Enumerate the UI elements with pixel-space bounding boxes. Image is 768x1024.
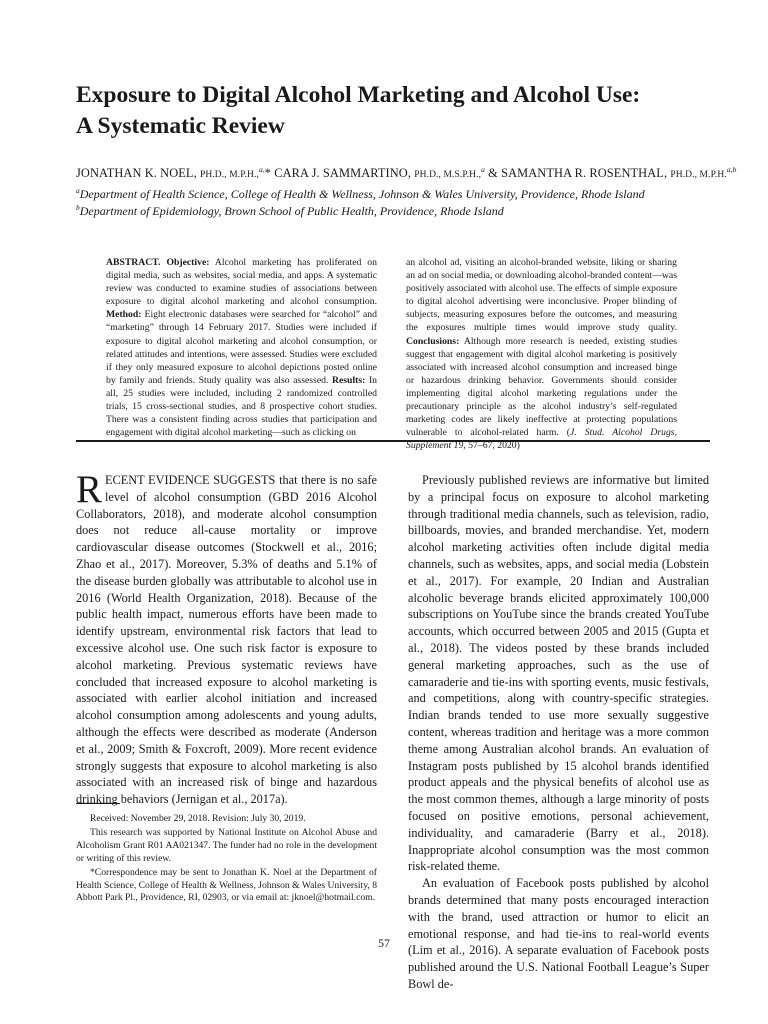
correspondence-note: *Correspondence may be sent to Jonathan K. Noel at the Department of Health Science, College of Health & Wellness, Johnson & Wales University, 8 Abbott Park Pl., Providence, RI, 02903, or via email at: jknoel@hotmail.com.	[76, 866, 377, 904]
author-name: CARA J. SAMMARTINO,	[274, 166, 412, 181]
journal-citation: J. Stud. Alcohol Drugs, Supplement 19,	[406, 427, 677, 452]
conclusions-text: Although more research is needed, existing studies suggest that engagement with digital alcohol marketing is positively associated with increased alcohol consumption and increased binge or hazardous drinking behavior. Governments should consider implementing digital alcohol marketing regulations under the precautionary principle as the alcohol industry’s self-regulated marketing codes are likely ineffective at protecting populations vulnerable to alcohol-related harm. (	[406, 335, 677, 439]
body-left-column	[76, 468, 378, 808]
author-affiliation-mark: a	[481, 165, 485, 174]
body-paragraph: Previously published reviews are informative but limited by a principal focus on exposure to alcohol marketing through traditional media channels, such as television, radio, billboards, movies, and branded merchandise. Yet, modern alcohol marketing activities often include digital media channels, such as websites, apps, and social media (Lobstein et al., 2017). For example, 20 Indian and Australian alcoholic beverage brands elicited approximately 100,000 subscriptions on YouTube since the brands created YouTube accounts, which occurred between 2005 and 2015 (Gupta et al., 2018). The videos posted by these brands included general marketing approaches, such as the use of camaraderie and tie-ins with sporting events, music festivals, and competitions, along with country-specific strategies. Indian brands tended to use more sexually suggestive content, whereas tradition and heritage was a more common theme among Australian alcohol brands. An evaluation of Instagram posts published by 15 alcohol brands identified product appeals and the physical benefits of alcohol use as the most common themes, although a large minority of posts focused on positive emotions, personal achievement, individuality, and camaraderie (Barry et al., 2018). Inappropriate alcohol consumption was the most common risk-related theme.	[408, 473, 709, 874]
abstract-label: ABSTRACT.	[106, 257, 161, 268]
body-paragraph: An evaluation of Facebook posts published by alcohol brands determined that many posts encouraged interaction with the brand, used attraction or humor to elicit an emotional response, and had tie-ins to real-world events (Lim et al., 2016). A separate evaluation of Facebook posts published around the U.S. National Football League’s Super Bowl de-	[408, 876, 709, 991]
method-text: Eight electronic databases were searched for “alcohol” and “marketing” through 14 February 2017. Studies were included if exposure to digital alcohol marketing and alcohol consumption, or related attitudes and intentions, were assessed. Studies were excluded if they only measured exposure to alcohol depictions posted online by family and friends. Study quality was also assessed.	[106, 309, 377, 386]
page-number: 57	[378, 936, 390, 950]
body-right-column	[408, 472, 709, 993]
objective-text: Alcohol marketing has proliferated on digital media, such as websites, social media, and apps. A systematic review was conducted to examine studies of associations between exposure to digital alcohol marketing and alcohol consumption.	[106, 257, 377, 308]
author-affiliation-mark: a,b	[726, 165, 737, 174]
results-text-continued: an alcohol ad, visiting an alcohol-branded website, liking or sharing an ad on social media, or downloading alcohol-branded content—was positively associated with alcohol use. The effects of simple exposure to digital alcohol advertising were inconclusive. Proper blinding of subjects, measuring exposures before the outcomes, and measuring the exposures multiple times would improve study quality.	[406, 257, 677, 334]
conclusions-label: Conclusions:	[406, 335, 460, 347]
abstract-right-column	[406, 256, 677, 452]
method-label: Method:	[106, 309, 142, 321]
section-divider	[76, 440, 710, 442]
author-affiliation-mark: a,	[258, 165, 265, 174]
author-suffix: *	[264, 166, 272, 181]
body-paragraph: that there is no safe level of alcohol consumption (GBD 2016 Alcohol Collaborators, 2018), and moderate alcohol consumption does not reduce all-cause mortality or improve cardiovascular disease outcomes (Stockwell et al., 2016; Zhao et al., 2017). Moreover, 5.3% of deaths and 5.1% of the disease burden globally was attributable to alcohol use in 2016 (World Health Organization, 2018). Because of the public health impact, numerous efforts have been made to identify upstream, environmental risk factors that lead to excessive alcohol use. One such risk factor is exposure to alcohol marketing. Previous systematic reviews have concluded that increased exposure to alcohol marketing is associated with earlier alcohol initiation and increased alcohol consumption among adolescents and young adults, although the effects were described as moderate (Anderson et al., 2009; Smith & Foxcroft, 2009). More recent evidence strongly suggests that exposure to alcohol marketing is also associated with an increased risk of binge and hazardous drinking behaviors (Jernigan et al., 2017a).	[76, 473, 378, 807]
results-text: In all, 25 studies were included, including 2 randomized controlled trials, 15 cross-sectional studies, and 8 prospective cohort studies. There was a consistent finding across studies that participation and engagement with digital alcohol marketing—such as clicking on	[106, 374, 378, 439]
results-label: Results:	[331, 374, 366, 386]
objective-label: Objective:	[166, 257, 210, 268]
lead-in-caps: ECENT EVIDENCE SUGGESTS	[105, 473, 276, 487]
author-name: SAMANTHA R. ROSENTHAL,	[501, 166, 668, 181]
received-dates: Received: November 29, 2018. Revision: July 30, 2019.	[90, 813, 306, 824]
affiliation-text: Department of Epidemiology, Brown School of Public Health, Providence, Rhode Island	[79, 204, 504, 218]
affiliation-text: Department of Health Science, College of Health & Wellness, Johnson & Wales University, Providence, Rhode Island	[79, 187, 645, 201]
affiliation-mark: b	[76, 203, 80, 212]
author-suffix: &	[488, 166, 498, 181]
author-name: JONATHAN K. NOEL,	[76, 166, 197, 181]
footnote-divider	[76, 803, 120, 804]
article-title	[76, 80, 716, 142]
citation-pages: 57–67, 2020)	[468, 440, 520, 452]
funding-note: This research was supported by National Institute on Alcohol Abuse and Alcoholism Grant R01 AA021347. The funder had no role in the development or writing of this review.	[76, 826, 377, 864]
drop-cap: R	[76, 468, 103, 511]
author-list	[76, 162, 736, 183]
affiliation-b	[76, 200, 736, 219]
author-degrees: PH.D., M.S.P.H.,	[414, 170, 482, 181]
title-line-1: Exposure to Digital Alcohol Marketing and Alcohol Use:	[76, 82, 641, 108]
affiliation-mark: a	[76, 186, 80, 195]
author-degrees: PH.D., M.P.H.,	[199, 170, 259, 181]
footnotes	[76, 813, 377, 906]
author-degrees: PH.D., M.P.H.	[670, 170, 727, 181]
title-line-2: A Systematic Review	[76, 113, 285, 139]
abstract-left-column	[106, 256, 377, 439]
